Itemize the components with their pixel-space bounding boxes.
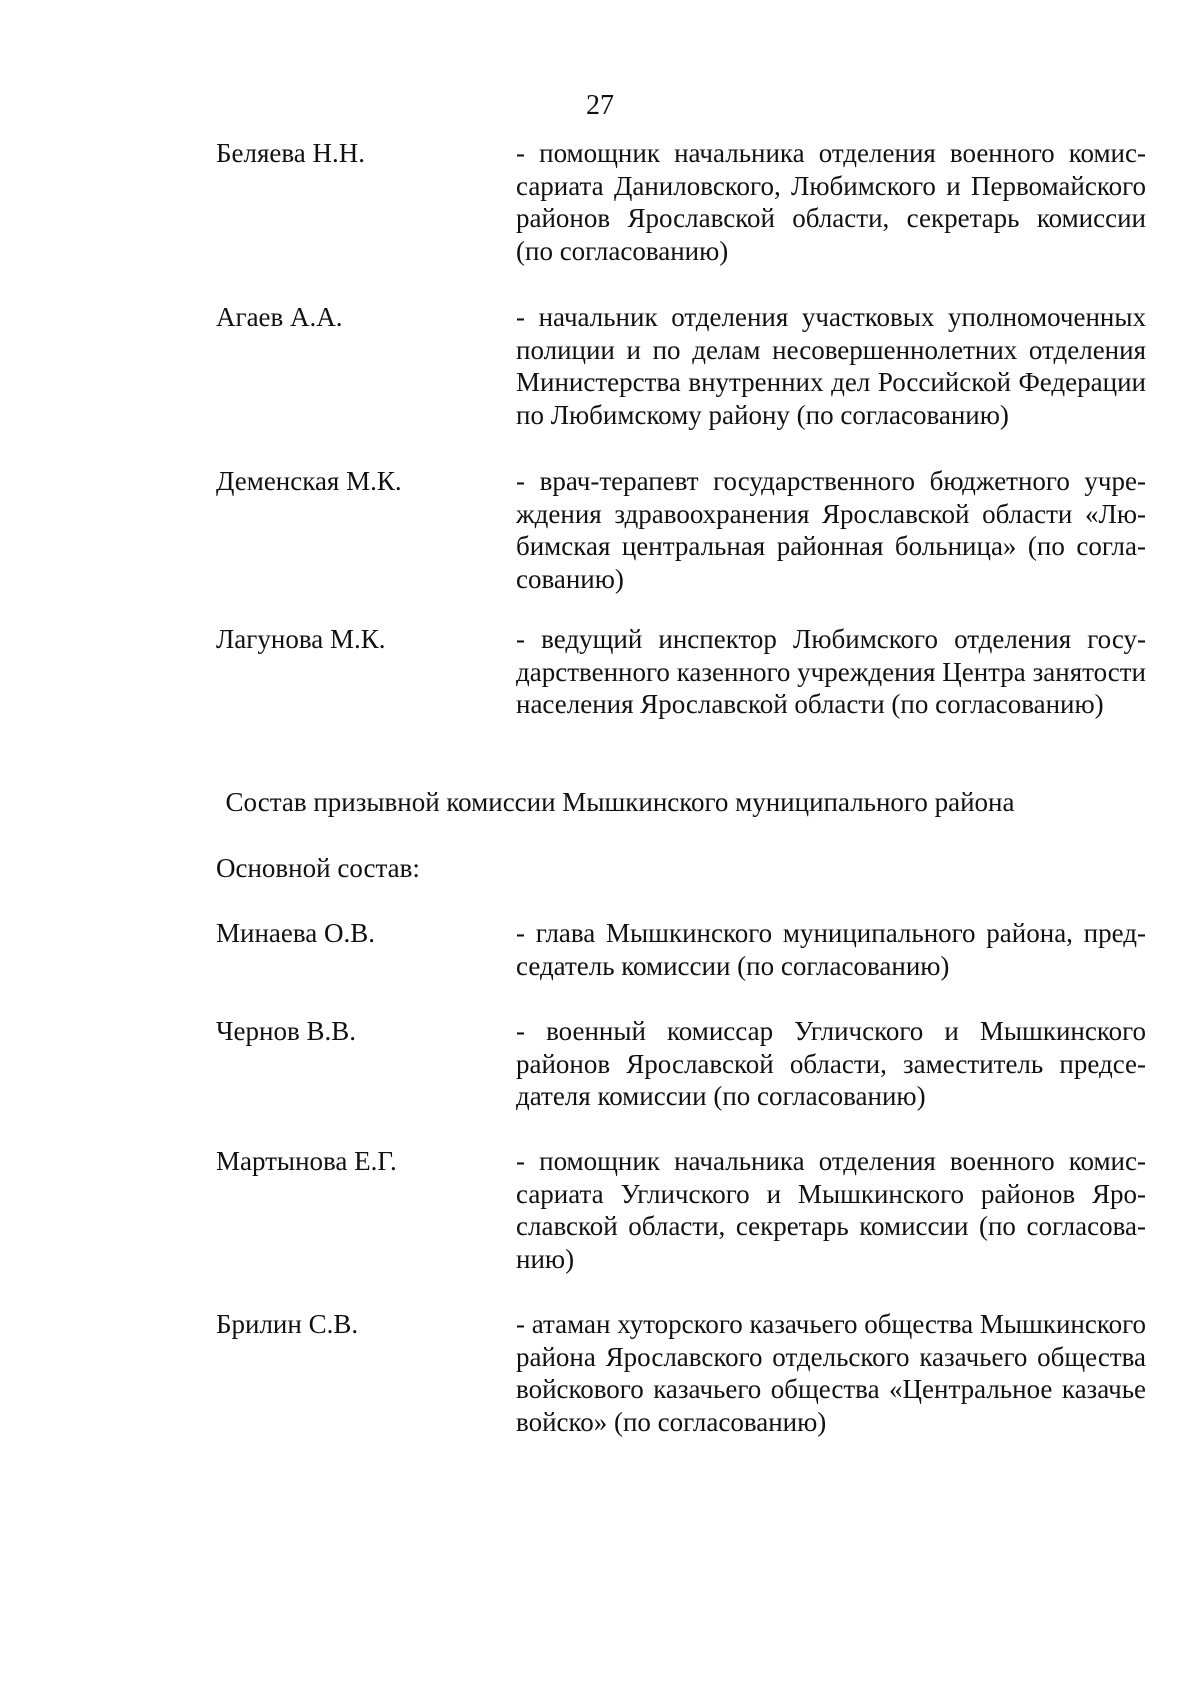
member-name: Беляева Н.Н. (216, 138, 365, 168)
member-name: Мартынова Е.Г. (216, 1146, 397, 1176)
member-role: - атаман хуторского казачьего общества Мышкинского района Ярославского отдельского казачьего общества войскового казачьего общества «Центральное казачье войско» (по согласованию) (516, 1309, 1146, 1437)
member-name: Минаева О.В. (216, 918, 376, 948)
member-name: Чернов В.В. (216, 1016, 356, 1046)
member-name: Агаев А.А. (216, 302, 343, 332)
member-role: - помощник начальника отделения военного комиссариата Даниловского, Любимского и Первомайского районов Ярославской области, секретарь комиссии (по согласованию) (516, 138, 1146, 266)
page-number: 27 (586, 90, 614, 121)
member-role: - начальник отделения участковых уполномоченных полиции и по делам несовершеннолетних отделения Министерства внутренних дел Российской Федерации по Любимскому району (по согласованию) (516, 302, 1146, 430)
member-role: - помощник начальника отделения военного комиссариата Угличского и Мышкинского районов Ярославской области, секретарь комиссии (по согласованию) (516, 1146, 1146, 1274)
member-role: - ведущий инспектор Любимского отделения государственного казенного учреждения Центра занятости населения Ярославской области (по согласованию) (516, 624, 1146, 719)
member-name: Брилин С.В. (216, 1309, 359, 1339)
section-heading: Состав призывной комиссии Мышкинского муниципального района (225, 787, 1015, 817)
member-name: Лагунова М.К. (216, 624, 386, 654)
member-role: - глава Мышкинского муниципального района, председатель комиссии (по согласованию) (516, 918, 1146, 981)
subheading: Основной состав: (216, 853, 420, 883)
member-role: - военный комиссар Угличского и Мышкинского районов Ярославской области, заместитель председателя комиссии (по согласованию) (516, 1016, 1146, 1111)
member-role: - врач-терапевт государственного бюджетного учреждения здравоохранения Ярославской области «Любимская центральная районная больница» (по согласованию) (516, 466, 1146, 594)
member-name: Деменская М.К. (216, 466, 402, 496)
